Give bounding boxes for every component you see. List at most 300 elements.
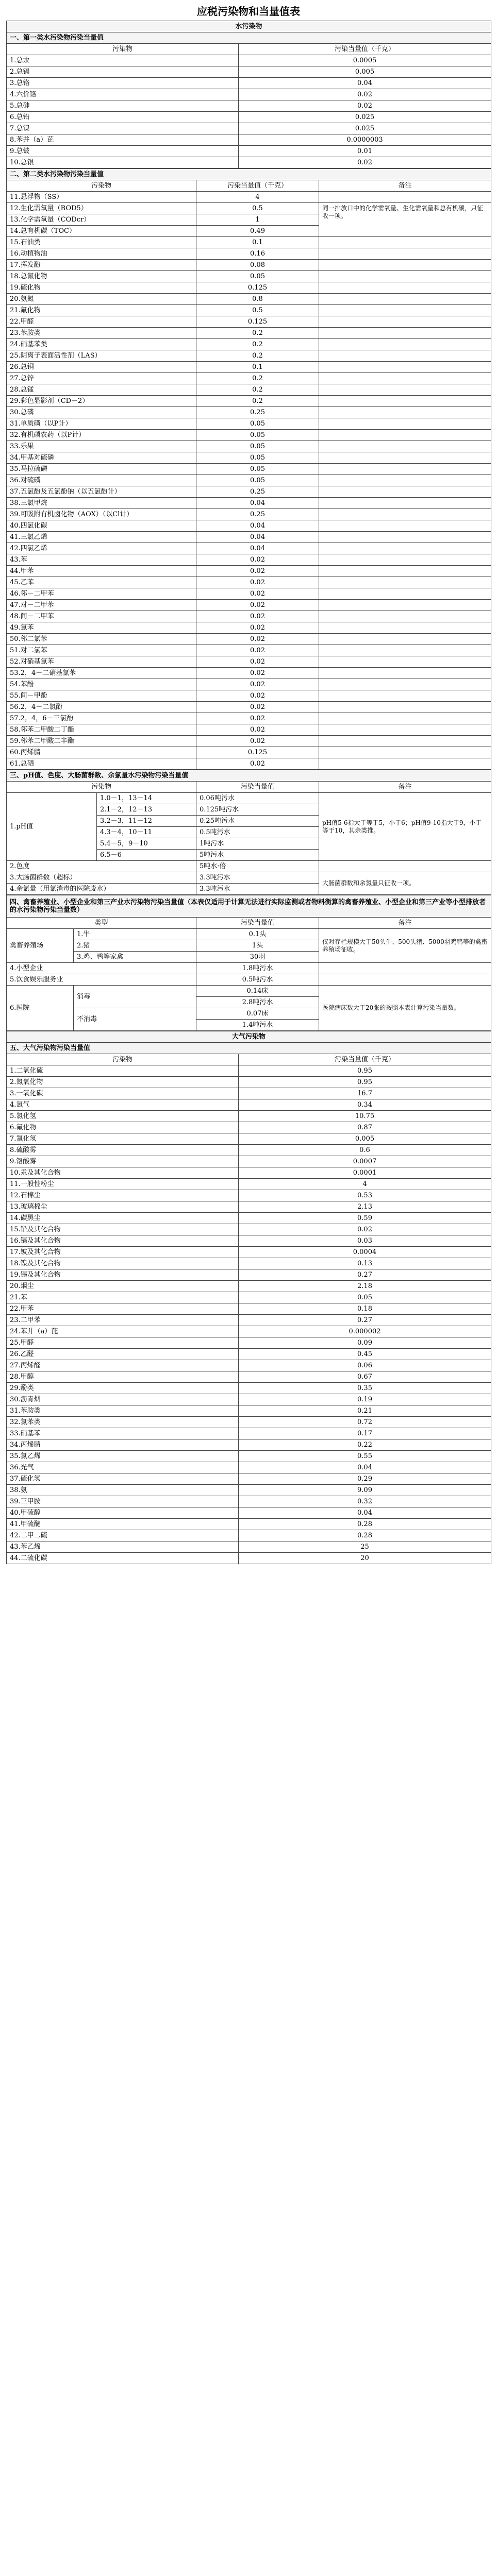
water-section-3-table [6, 770, 491, 895]
chlorine-label: 4.余氯量（用氯消毒的医院废水） [7, 884, 196, 895]
pollutant-value: 0.05 [196, 430, 319, 441]
table-row [7, 656, 491, 668]
table-row [7, 55, 491, 66]
note-empty [319, 532, 491, 543]
water-section-2-table [6, 168, 491, 770]
pollutant-name: 37.五氯酚及五氯酚钠（以五氯酚计） [7, 486, 196, 498]
pollutant-value: 0.02 [196, 611, 319, 622]
pollutant-name: 31.单质磷（以P计） [7, 418, 196, 430]
note-empty [319, 282, 491, 294]
note-empty [319, 520, 491, 532]
pollutant-name: 3.一氧化碳 [7, 1088, 239, 1099]
pollutant-value: 0.05 [196, 475, 319, 486]
table-row [7, 237, 491, 248]
table-row [7, 78, 491, 89]
table-row [7, 1145, 491, 1156]
pollutant-value: 0.02 [196, 645, 319, 656]
ph-range: 2.1－2，12－13 [97, 804, 196, 816]
pollutant-name: 18.镍及其化合物 [7, 1258, 239, 1269]
table-row [7, 1462, 491, 1473]
table-row [7, 1088, 491, 1099]
pollutant-name: 10.总银 [7, 157, 239, 168]
table-row [7, 452, 491, 464]
pollutant-value: 0.25 [196, 486, 319, 498]
column-header-pollutant: 污染物 [7, 782, 196, 793]
note-empty [319, 588, 491, 600]
ph-range: 3.2－3，11－12 [97, 816, 196, 827]
pollutant-value: 0.09 [239, 1337, 491, 1349]
chlorine-value: 3.3吨污水 [196, 884, 319, 895]
pollutant-name: 57.2，4，6－三氯酚 [7, 713, 196, 724]
note-empty [319, 736, 491, 747]
table-row [7, 1337, 491, 1349]
pollutant-value: 0.6 [239, 1145, 491, 1156]
pollutant-value: 0.02 [196, 736, 319, 747]
note-empty [319, 362, 491, 373]
table-row [7, 1077, 491, 1088]
pollutant-name: 13.玻璃棉尘 [7, 1201, 239, 1213]
pollutant-name: 35.马拉硫磷 [7, 464, 196, 475]
pollutant-value: 0.25 [196, 509, 319, 520]
note-empty [319, 668, 491, 679]
pollutant-name: 44.甲苯 [7, 566, 196, 577]
pollutant-value: 0.8 [196, 294, 319, 305]
note-empty [319, 407, 491, 418]
pollutant-name: 38.三氯甲烷 [7, 498, 196, 509]
pollutant-name: 21.氟化物 [7, 305, 196, 316]
pollutant-value: 0.2 [196, 339, 319, 350]
table-row [7, 248, 491, 260]
pollutant-name: 49.氯苯 [7, 622, 196, 634]
pollutant-value: 10.75 [239, 1111, 491, 1122]
pollutant-value: 0.02 [196, 702, 319, 713]
pollutant-name: 36.对硫磷 [7, 475, 196, 486]
note-empty [319, 702, 491, 713]
table-row [7, 1190, 491, 1201]
table-row [7, 1213, 491, 1224]
note-empty [319, 747, 491, 758]
note-empty [319, 192, 491, 203]
pollutant-value: 0.72 [239, 1417, 491, 1428]
pollutant-name: 34.甲基对硫磷 [7, 452, 196, 464]
table-row [7, 498, 491, 509]
table-row [7, 645, 491, 656]
table-row [7, 1133, 491, 1145]
pollutant-name: 43.苯 [7, 554, 196, 566]
pollutant-name: 41.甲硫醚 [7, 1519, 239, 1530]
column-header-pollutant: 污染物 [7, 180, 196, 192]
pollutant-value: 0.02 [196, 713, 319, 724]
pollutant-name: 6.氟化物 [7, 1122, 239, 1133]
table-row [7, 1349, 491, 1360]
pollutant-value: 4 [239, 1179, 491, 1190]
water-section-1-table [6, 21, 491, 168]
pollutant-name: 24.苯并（a）芘 [7, 1326, 239, 1337]
hospital-value: 0.07床 [196, 1008, 319, 1020]
pollutant-value: 0.02 [239, 100, 491, 112]
note-empty [319, 350, 491, 362]
note-empty [319, 486, 491, 498]
table-row [7, 577, 491, 588]
air-section-table [6, 1031, 491, 1564]
pollutant-value: 0.02 [239, 1224, 491, 1235]
table-row [7, 418, 491, 430]
livestock-note: 仅对存栏规模大于50头牛、500头猪、5000羽鸡鸭等的禽畜养殖场征收。 [319, 929, 491, 963]
pollutant-value: 0.005 [239, 1133, 491, 1145]
pollutant-name: 50.邻二氯苯 [7, 634, 196, 645]
water-section-4-table [6, 895, 491, 1031]
pollutant-value: 0.25 [196, 407, 319, 418]
catering-note-empty [319, 974, 491, 986]
table-row [7, 1383, 491, 1394]
pollutant-name: 45.乙苯 [7, 577, 196, 588]
pollutant-name: 20.烟尘 [7, 1281, 239, 1292]
pollutant-value: 0.04 [196, 543, 319, 554]
pollutant-name: 22.甲醛 [7, 316, 196, 328]
section-5-body [7, 1065, 491, 1564]
pollutant-value: 0.04 [239, 1462, 491, 1473]
pollutant-value: 0.02 [196, 724, 319, 736]
pollutant-value: 0.28 [239, 1519, 491, 1530]
ph-label: 1.pH值 [7, 793, 97, 861]
pollutant-name: 1.二氧化硫 [7, 1065, 239, 1077]
table-row [7, 1360, 491, 1371]
pollutant-name: 53.2，4－二硝基氯苯 [7, 668, 196, 679]
note-empty [319, 656, 491, 668]
pollutant-name: 28.甲醇 [7, 1371, 239, 1383]
pollutant-value: 0.02 [196, 577, 319, 588]
note-empty [319, 498, 491, 509]
pollutant-value: 0.02 [196, 600, 319, 611]
section-2-body [7, 192, 491, 770]
table-row [7, 328, 491, 339]
table-row [7, 1439, 491, 1451]
table-row [7, 1553, 491, 1564]
table-row [7, 282, 491, 294]
table-row [7, 66, 491, 78]
pollutant-name: 5.氯化氢 [7, 1111, 239, 1122]
pollutant-value: 0.025 [239, 123, 491, 134]
pollutant-value: 0.02 [196, 690, 319, 702]
pollutant-value: 0.27 [239, 1269, 491, 1281]
pollutant-name: 3.总铬 [7, 78, 239, 89]
pollutant-name: 11.一般性粉尘 [7, 1179, 239, 1190]
pollutant-value: 0.03 [239, 1235, 491, 1247]
column-header-note: 备注 [319, 180, 491, 192]
table-row [7, 713, 491, 724]
pollutant-name: 25.甲醛 [7, 1337, 239, 1349]
table-row [7, 1541, 491, 1553]
pollutant-value: 0.2 [196, 328, 319, 339]
pollutant-value: 4 [196, 192, 319, 203]
note-empty [319, 441, 491, 452]
pollutant-value: 0.87 [239, 1122, 491, 1133]
pollutant-name: 30.总磷 [7, 407, 196, 418]
section-4-heading: 四、禽畜养殖业、小型企业和第三产业水污染物污染当量值（本表仅适用于计算无法进行实际监测或者物料衡算的禽畜养殖业、小型企业和第三产业等小型排放者的水污染物污染当量数） [7, 895, 491, 918]
table-row [7, 1519, 491, 1530]
hospital-label: 6.医院 [7, 986, 74, 1031]
table-row [7, 1099, 491, 1111]
pollutant-value: 0.05 [196, 464, 319, 475]
table-row [7, 271, 491, 282]
color-note-empty [319, 861, 491, 872]
pollutant-name: 10.汞及其化合物 [7, 1167, 239, 1179]
pollutant-value: 0.32 [239, 1496, 491, 1507]
pollutant-name: 58.邻苯二甲酸二丁酯 [7, 724, 196, 736]
pollutant-value: 0.04 [196, 520, 319, 532]
pollutant-value: 16.7 [239, 1088, 491, 1099]
pollutant-name: 38.氨 [7, 1485, 239, 1496]
pollutant-name: 41.三氯乙烯 [7, 532, 196, 543]
table-row [7, 362, 491, 373]
pollutant-value: 9.09 [239, 1485, 491, 1496]
pollutant-name: 60.丙烯腈 [7, 747, 196, 758]
pollutant-value: 0.67 [239, 1371, 491, 1383]
pollutant-value: 0.5 [196, 305, 319, 316]
pollutant-name: 15.石油类 [7, 237, 196, 248]
pollutant-value: 0.2 [196, 384, 319, 396]
note-empty [319, 509, 491, 520]
pollutant-value: 0.125 [196, 747, 319, 758]
pollutant-value: 0.02 [196, 588, 319, 600]
note-empty [319, 690, 491, 702]
table-row [7, 1371, 491, 1383]
table-row [7, 1247, 491, 1258]
column-header-pollutant: 污染物 [7, 1054, 239, 1065]
table-row [7, 89, 491, 100]
pollutant-value: 0.29 [239, 1473, 491, 1485]
table-row [7, 1281, 491, 1292]
ph-value: 1吨污水 [196, 838, 319, 850]
column-header-category: 类型 [7, 918, 196, 929]
table-row [7, 1258, 491, 1269]
pollutant-value: 0.21 [239, 1405, 491, 1417]
pollutant-value: 0.02 [196, 656, 319, 668]
pollutant-name: 39.三甲胺 [7, 1496, 239, 1507]
pollutant-name: 44.二硫化碳 [7, 1553, 239, 1564]
hospital-value: 2.8吨污水 [196, 997, 319, 1008]
table-row [7, 554, 491, 566]
table-row [7, 157, 491, 168]
pollutant-name: 39.可吸附有机卤化物（AOX）（以Cl计） [7, 509, 196, 520]
note-empty [319, 645, 491, 656]
table-row [7, 339, 491, 350]
column-header-note: 备注 [319, 918, 491, 929]
pollutant-value: 0.53 [239, 1190, 491, 1201]
pollutant-value: 0.05 [196, 271, 319, 282]
table-row [7, 679, 491, 690]
pollutant-name: 30.沥青烟 [7, 1394, 239, 1405]
pollutant-value: 0.02 [196, 679, 319, 690]
pollutant-name: 32.有机磷农药（以P计） [7, 430, 196, 441]
pollutant-value: 25 [239, 1541, 491, 1553]
pollutant-value: 0.28 [239, 1530, 491, 1541]
table-row [7, 1496, 491, 1507]
coliform-value: 3.3吨污水 [196, 872, 319, 884]
note-empty [319, 566, 491, 577]
pollutant-name: 5.总砷 [7, 100, 239, 112]
note-empty [319, 418, 491, 430]
pollutant-value: 0.35 [239, 1383, 491, 1394]
pollutant-value: 0.0007 [239, 1156, 491, 1167]
pollutant-name: 9.铬酸雾 [7, 1156, 239, 1167]
pollutant-name: 55.间－甲酚 [7, 690, 196, 702]
pollutant-value: 0.18 [239, 1303, 491, 1315]
ph-value: 0.125吨污水 [196, 804, 319, 816]
pollutant-value: 0.59 [239, 1213, 491, 1224]
pollutant-value: 0.95 [239, 1077, 491, 1088]
table-row [7, 1428, 491, 1439]
pollutant-name: 16.镉及其化合物 [7, 1235, 239, 1247]
table-row [7, 758, 491, 770]
note-empty [319, 452, 491, 464]
pollutant-name: 27.总锌 [7, 373, 196, 384]
pollutant-name: 14.总有机碳（TOC） [7, 226, 196, 237]
pollutant-name: 43.苯乙烯 [7, 1541, 239, 1553]
table-row [7, 486, 491, 498]
note-empty [319, 611, 491, 622]
table-row [7, 396, 491, 407]
small-business-value: 1.8吨污水 [196, 963, 319, 974]
pollutant-name: 12.石棉尘 [7, 1190, 239, 1201]
table-row [7, 1167, 491, 1179]
pollutant-value: 0.05 [196, 418, 319, 430]
pollutant-name: 12.生化需氧量（BOD5） [7, 203, 196, 214]
note-empty [319, 339, 491, 350]
pollutant-value: 0.1 [196, 237, 319, 248]
pollutant-value: 0.04 [239, 78, 491, 89]
ph-value: 0.25吨污水 [196, 816, 319, 827]
pollutant-name: 27.丙烯醛 [7, 1360, 239, 1371]
pollutant-name: 4.氯气 [7, 1099, 239, 1111]
pollutant-name: 16.动植物油 [7, 248, 196, 260]
livestock-value: 0.1头 [196, 929, 319, 940]
pollutant-name: 22.甲苯 [7, 1303, 239, 1315]
livestock-type: 2.猪 [74, 940, 196, 952]
livestock-type: 1.牛 [74, 929, 196, 940]
table-row [7, 100, 491, 112]
note-empty [319, 305, 491, 316]
note-empty [319, 554, 491, 566]
table-row [7, 430, 491, 441]
pollutant-name: 7.氰化氢 [7, 1133, 239, 1145]
table-row [7, 702, 491, 713]
pollutant-value: 0.05 [196, 452, 319, 464]
pollutant-name: 21.苯 [7, 1292, 239, 1303]
pollutant-name: 9.总铍 [7, 146, 239, 157]
table-row [7, 112, 491, 123]
pollutant-name: 8.硫酸雾 [7, 1145, 239, 1156]
pollutant-value: 0.0004 [239, 1247, 491, 1258]
ph-value: 0.5吨污水 [196, 827, 319, 838]
pollutant-name: 34.丙烯腈 [7, 1439, 239, 1451]
pollutant-name: 24.硝基苯类 [7, 339, 196, 350]
pollutant-name: 52.对硝基氯苯 [7, 656, 196, 668]
pollutant-name: 40.甲硫醇 [7, 1507, 239, 1519]
pollutant-value: 2.13 [239, 1201, 491, 1213]
ph-value: 0.06吨污水 [196, 793, 319, 804]
pollutant-name: 35.氯乙烯 [7, 1451, 239, 1462]
note-empty [319, 543, 491, 554]
pollutant-value: 0.02 [239, 89, 491, 100]
pollutant-value: 0.45 [239, 1349, 491, 1360]
small-business-label: 4.小型企业 [7, 963, 196, 974]
table-row [7, 588, 491, 600]
pollutant-name: 19.锡及其化合物 [7, 1269, 239, 1281]
ph-value: 5吨污水 [196, 850, 319, 861]
cod-bod-toc-note: 同一排放口中的化学需氧量、生化需氧量和总有机碳，只征收一项。 [319, 203, 491, 237]
table-row [7, 1315, 491, 1326]
table-row [7, 1122, 491, 1133]
disinfect-label: 消毒 [74, 986, 196, 1008]
note-empty [319, 316, 491, 328]
page-title: 应税污染物和当量值表 [197, 5, 300, 18]
table-row [7, 543, 491, 554]
table-row [7, 532, 491, 543]
table-row [7, 316, 491, 328]
livestock-type: 3.鸡、鸭等家禽 [74, 952, 196, 963]
pollutant-value: 0.0005 [239, 55, 491, 66]
note-empty [319, 271, 491, 282]
pollutant-value: 0.17 [239, 1428, 491, 1439]
pollutant-name: 48.间－二甲苯 [7, 611, 196, 622]
table-row [7, 1394, 491, 1405]
pollutant-value: 0.2 [196, 350, 319, 362]
pollutant-value: 0.08 [196, 260, 319, 271]
air-banner: 大气污染物 [7, 1031, 491, 1043]
pollutant-value: 0.5 [196, 203, 319, 214]
pollutant-name: 26.乙醛 [7, 1349, 239, 1360]
hospital-value: 0.14床 [196, 986, 319, 997]
note-empty [319, 724, 491, 736]
table-row [7, 736, 491, 747]
table-row [7, 123, 491, 134]
pollutant-value: 0.000002 [239, 1326, 491, 1337]
note-empty [319, 622, 491, 634]
pollutant-value: 0.1 [196, 362, 319, 373]
water-banner: 水污染物 [7, 21, 491, 32]
table-row [7, 350, 491, 362]
pollutant-name: 47.对－二甲苯 [7, 600, 196, 611]
table-row [7, 1224, 491, 1235]
pollutant-name: 28.总锰 [7, 384, 196, 396]
table-row [7, 407, 491, 418]
pollutant-value: 20 [239, 1553, 491, 1564]
pollutant-value: 0.04 [196, 498, 319, 509]
pollutant-value: 0.05 [239, 1292, 491, 1303]
pollutant-name: 33.硝基苯 [7, 1428, 239, 1439]
note-empty [319, 260, 491, 271]
table-row [7, 1235, 491, 1247]
pollutant-value: 0.16 [196, 248, 319, 260]
pollutant-value: 0.125 [196, 316, 319, 328]
pollutant-name: 54.苯酚 [7, 679, 196, 690]
pollutant-name: 4.六价铬 [7, 89, 239, 100]
pollutant-value: 0.02 [196, 622, 319, 634]
note-empty [319, 373, 491, 384]
table-row [7, 1201, 491, 1213]
table-row [7, 1507, 491, 1519]
pollutant-name: 23.二甲苯 [7, 1315, 239, 1326]
pollutant-name: 33.乐果 [7, 441, 196, 452]
table-row [7, 690, 491, 702]
pollutant-name: 42.四氯乙烯 [7, 543, 196, 554]
table-row [7, 724, 491, 736]
table-row [7, 203, 491, 214]
pollutant-name: 6.总铅 [7, 112, 239, 123]
note-empty [319, 475, 491, 486]
note-empty [319, 430, 491, 441]
